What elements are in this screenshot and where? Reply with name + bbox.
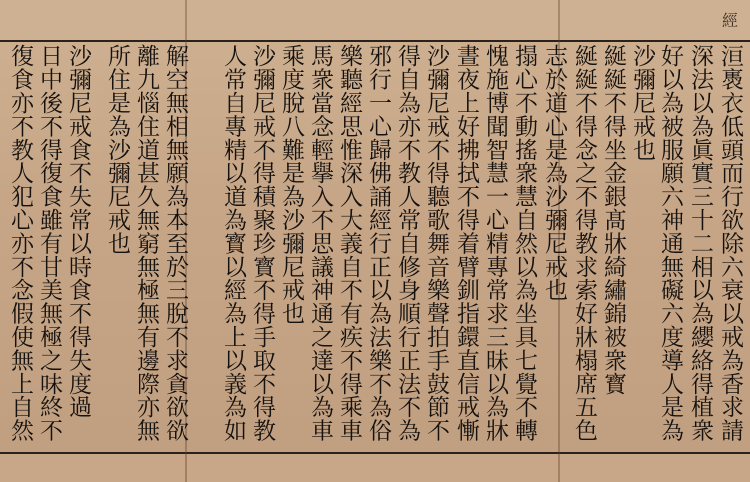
text-column-14: 樂聽經思惟深入大義自不有疾不得乘車 [336, 44, 362, 442]
text-column-11: 沙彌尼戒不得聽歌舞音樂聲拍手鼓節不 [423, 44, 449, 442]
lower-margin [0, 452, 750, 482]
text-column-15: 馬衆當念輕擧入不思議神通之達以為車 [307, 44, 333, 442]
edge-mark: 經 [722, 11, 739, 30]
text-column-8: 搨心不動搖衆慧自然以為坐具七覺不轉 [511, 44, 537, 442]
text-column-1: 洹褭衣低頭而行欲除六衰以戒為香求請 [717, 44, 743, 442]
text-column-19: 解空無相無願為本至於三脫不求貪欲欲 [162, 44, 188, 442]
text-column-23: 日中後不得復食雖有甘美無極之味終不 [36, 44, 62, 442]
text-column-13: 邪行一心歸佛誦經行正以為法樂不為俗 [365, 44, 391, 442]
text-column-10: 晝夜上好拂拭不得着臂釧指鐶直信戒慚 [453, 44, 479, 442]
text-column-2: 深法以為眞實三十二相以為纓絡得植衆 [687, 44, 713, 442]
bottom-border-line [0, 452, 750, 454]
text-column-22: 沙彌尼戒食不失常以時食不得失度過 [65, 44, 91, 419]
text-column-18: 人常自專精以道為寳以經為上以義為如 [220, 44, 246, 442]
text-column-16: 乘度脫八難是為沙彌尼戒也 [278, 44, 304, 325]
upper-margin [0, 0, 750, 40]
top-border-line [0, 40, 750, 42]
text-column-5: 綖綖不得坐金銀髙牀綺繡錦被衆寳 [600, 44, 626, 395]
text-column-24: 復食亦不教人犯心亦不念假使無上自然 [7, 44, 33, 442]
text-column-7: 志於道心是為沙彌尼戒也 [541, 44, 567, 302]
text-column-17: 沙彌尼戒不得積聚珍寳不得手取不得教 [249, 44, 275, 442]
text-column-6: 綖綖不得念之不得教求索好牀榻席五色 [571, 44, 597, 442]
text-column-12: 得自為亦不教人常自修身順行正法不為 [394, 44, 420, 442]
text-column-21: 所住是為沙彌尼戒也 [104, 44, 130, 255]
text-column-3: 好以為被服願六神通無礙六度導人是為 [657, 44, 683, 442]
text-column-9: 愧施博聞智慧一心精專常求三昧以為牀 [482, 44, 508, 442]
text-column-4: 沙彌尼戒也 [629, 44, 655, 161]
text-column-20: 離九惱住道甚久無窮無極無有邊際亦無 [133, 44, 159, 442]
